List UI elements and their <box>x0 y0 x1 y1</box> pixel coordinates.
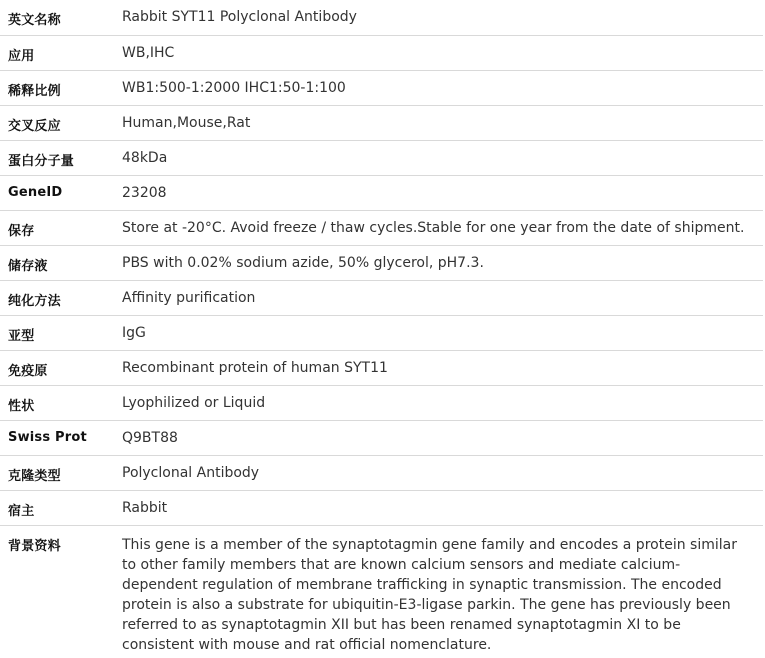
row-label: GeneID <box>0 175 115 210</box>
row-label: 性状 <box>0 385 115 420</box>
row-value: Lyophilized or Liquid <box>115 385 763 420</box>
row-value: Recombinant protein of human SYT11 <box>115 350 763 385</box>
row-value: Q9BT88 <box>115 420 763 455</box>
table-row-molecular-weight <box>0 140 763 175</box>
row-label: 交叉反应 <box>0 105 115 140</box>
row-value: Affinity purification <box>115 280 763 315</box>
row-label: 应用 <box>0 35 115 70</box>
row-value: Store at -20°C. Avoid freeze / thaw cycles.Stable for one year from the date of shipment. <box>115 210 763 245</box>
row-label: 纯化方法 <box>0 280 115 315</box>
row-label: 储存液 <box>0 245 115 280</box>
table-row-buffer <box>0 245 763 280</box>
row-label: 宿主 <box>0 490 115 525</box>
row-value: WB1:500-1:2000 IHC1:50-1:100 <box>115 70 763 105</box>
row-value: PBS with 0.02% sodium azide, 50% glycerol, pH7.3. <box>115 245 763 280</box>
row-value: Human,Mouse,Rat <box>115 105 763 140</box>
row-label: 稀释比例 <box>0 70 115 105</box>
row-value: Rabbit SYT11 Polyclonal Antibody <box>115 0 763 35</box>
row-label: 保存 <box>0 210 115 245</box>
row-value: WB,IHC <box>115 35 763 70</box>
row-value: 23208 <box>115 175 763 210</box>
row-value: 48kDa <box>115 140 763 175</box>
table-row-form <box>0 385 763 420</box>
table-row-clonality <box>0 455 763 490</box>
table-row-dilution <box>0 70 763 105</box>
table-row-background <box>0 525 763 658</box>
row-label: 蛋白分子量 <box>0 140 115 175</box>
table-row-gene-id <box>0 175 763 210</box>
table-row-purification <box>0 280 763 315</box>
table-row-english-name <box>0 0 763 35</box>
row-label: 免疫原 <box>0 350 115 385</box>
row-label: 克隆类型 <box>0 455 115 490</box>
table-row-isotype <box>0 315 763 350</box>
table-row-application <box>0 35 763 70</box>
table-row-cross-reactivity <box>0 105 763 140</box>
table-row-host <box>0 490 763 525</box>
row-label: Swiss Prot <box>0 420 115 455</box>
row-value: IgG <box>115 315 763 350</box>
table-row-immunogen <box>0 350 763 385</box>
row-value: Polyclonal Antibody <box>115 455 763 490</box>
row-value: Rabbit <box>115 490 763 525</box>
table-row-storage <box>0 210 763 245</box>
row-label: 亚型 <box>0 315 115 350</box>
row-label: 背景资料 <box>8 538 61 554</box>
table-row-swiss-prot <box>0 420 763 455</box>
row-value: This gene is a member of the synaptotagmin gene family and encodes a protein similar to other family members that are known calcium sensors and mediate calcium-dependent regulation of membrane trafficking in synaptic transmission. The encoded protein is also a substrate for ubiquitin-E3-ligase parkin. The gene has previously been referred to as synaptotagmin XII but has been renamed synaptotagmin XI to be consistent with mouse and rat official nomenclature. <box>122 536 737 653</box>
row-label: 英文名称 <box>0 0 115 35</box>
